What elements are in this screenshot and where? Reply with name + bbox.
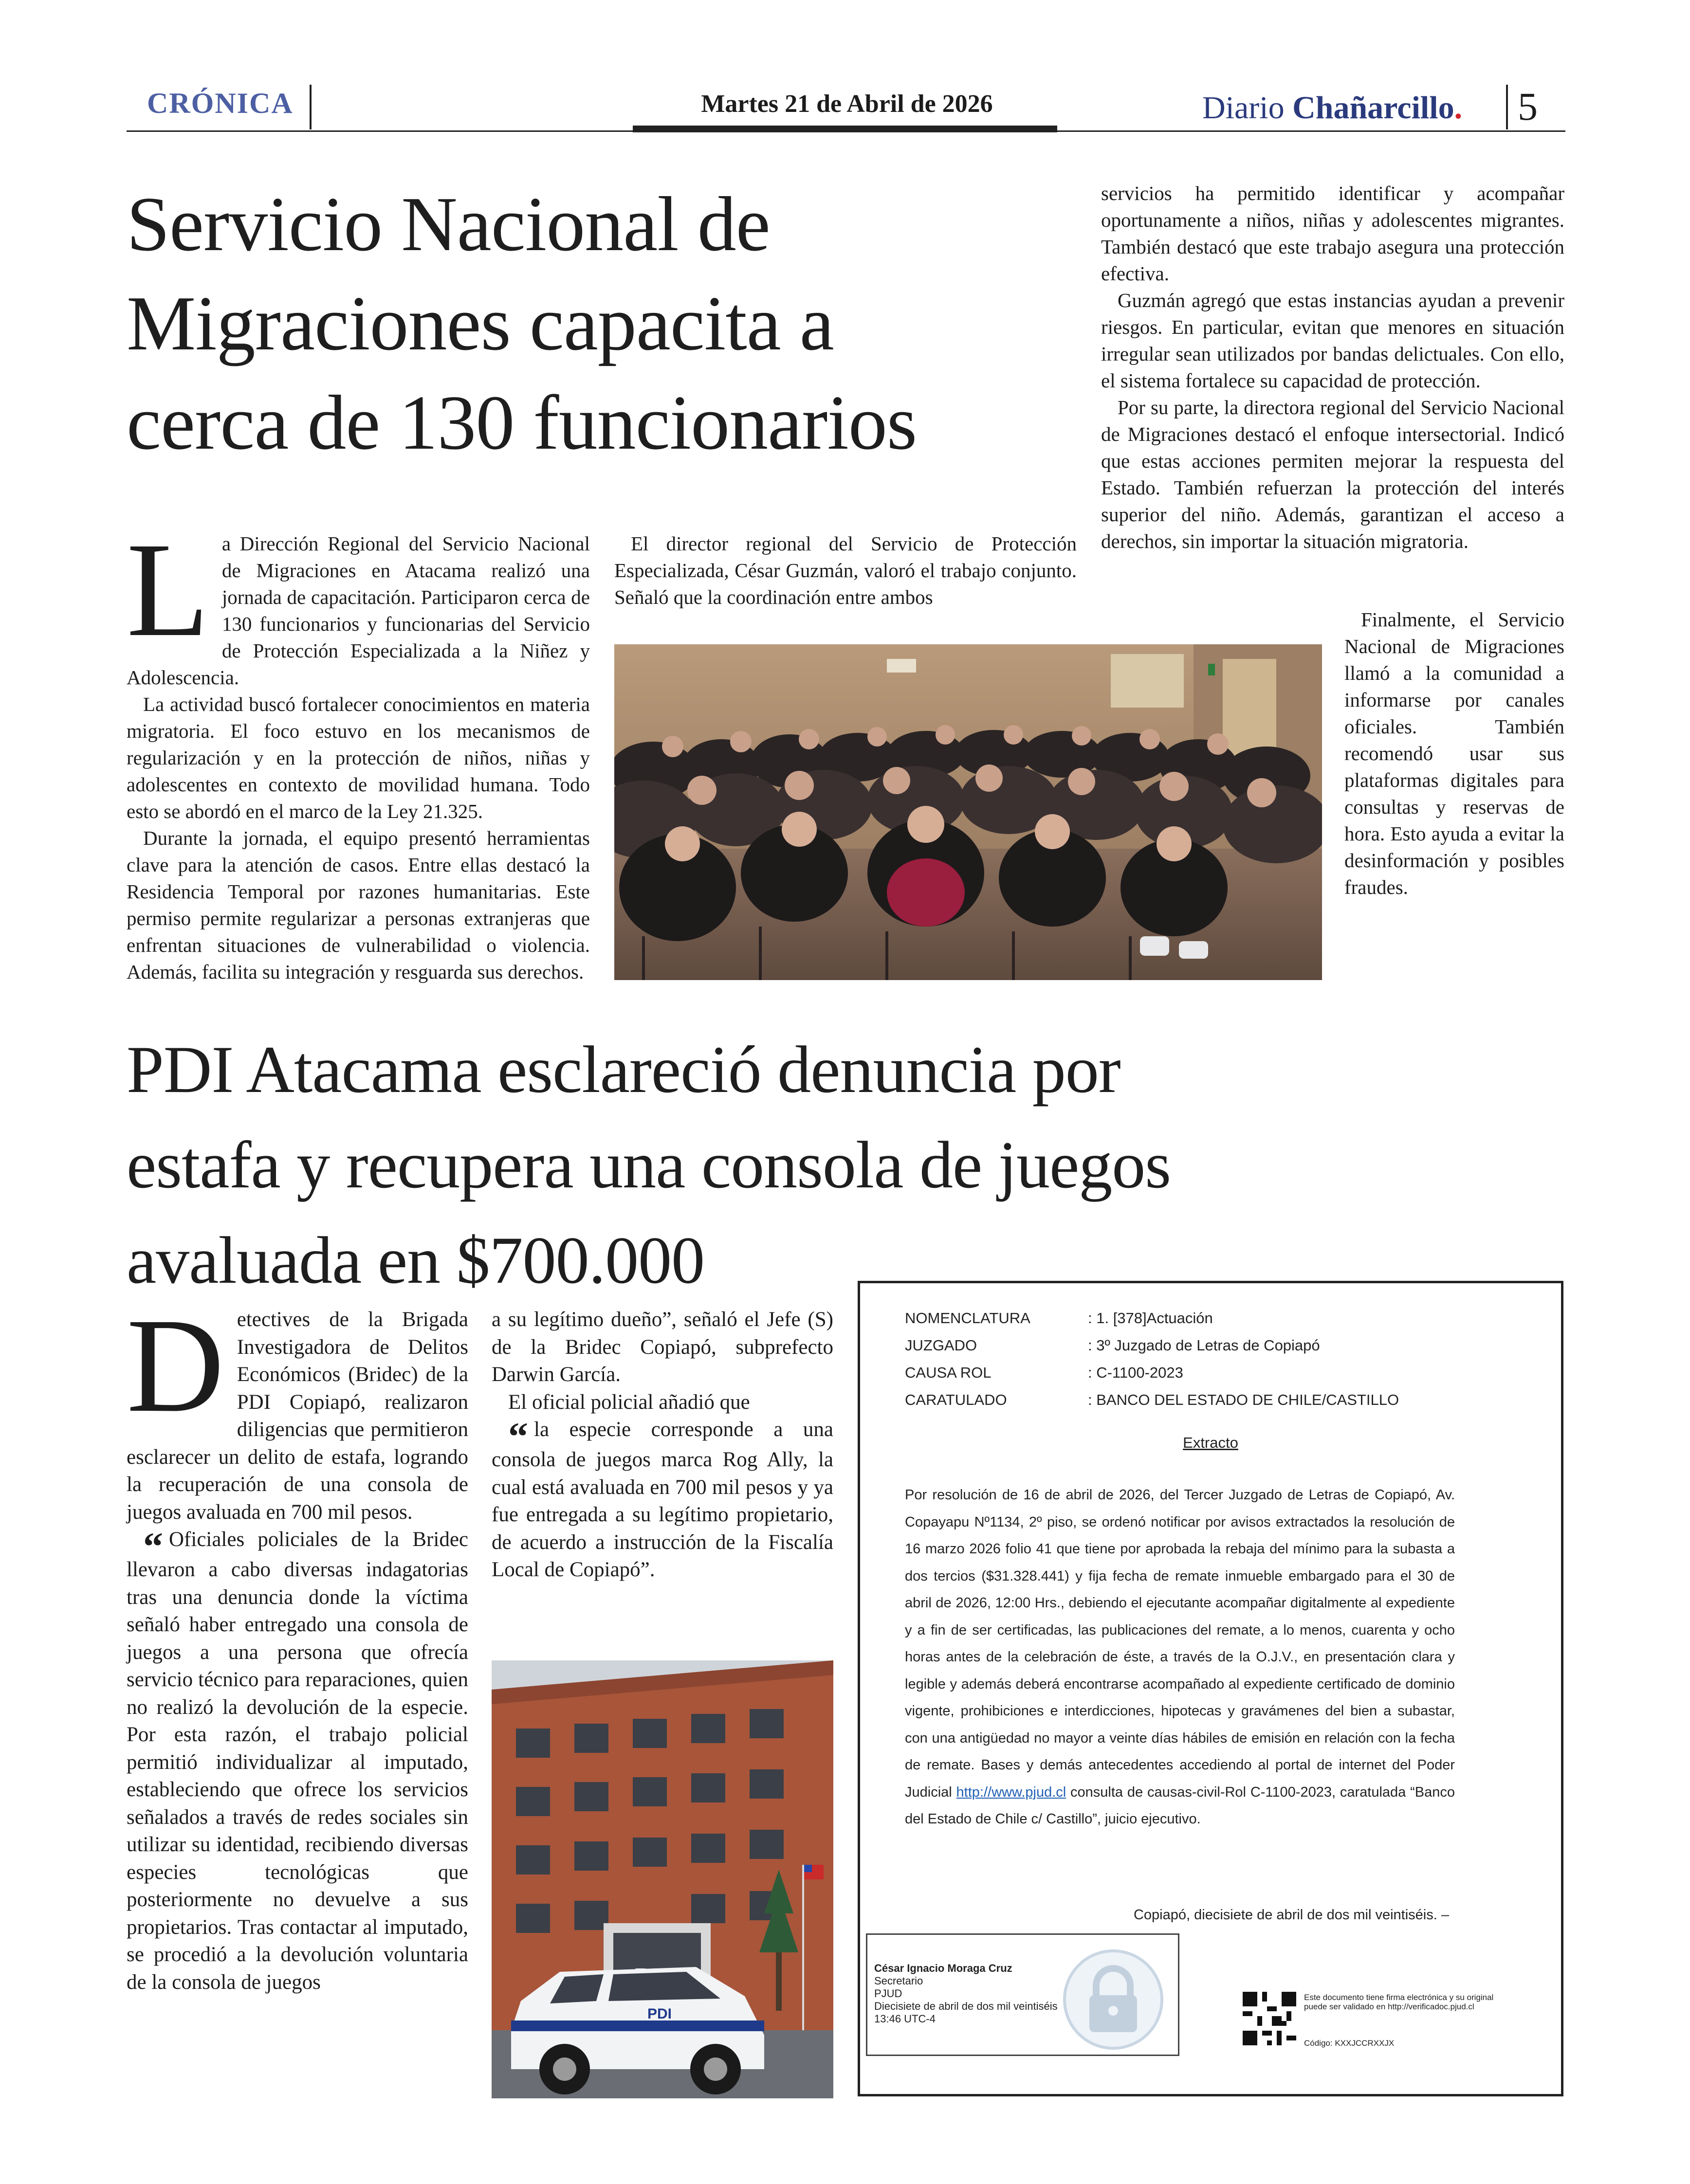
meta-row	[905, 1359, 1399, 1386]
pjud-link[interactable]: http://www.pjud.cl	[956, 1784, 1066, 1800]
header-rule-accent	[633, 126, 1057, 132]
quote-mark: “	[508, 1414, 528, 1458]
article1-paragraph: La Dirección Regional del Servicio Nacional de Migraciones en Atacama realizó una jornada de capacitación. Participaron cerca de 130 funcionarios y funcionarias del Servicio de Protección Especializada a la Niñez y Adolescencia.	[127, 515, 590, 689]
meta-row	[905, 1386, 1399, 1414]
section-name: CRÓNICA	[147, 87, 294, 119]
article1-paragraph: Guzmán agregó que estas instancias ayudan a prevenir riesgos. En particular, evitan que menores en situación irregular sean utilizados por bandas delictuales. Con ello, el sistema fortalece su capacidad de protección.	[1101, 289, 1564, 392]
quote-mark: “	[143, 1524, 163, 1568]
article1-paragraph: Finalmente, el Servicio Nacional de Migraciones llamó a la comunidad a informarse por canales oficiales. También recomendó usar sus plataformas digitales para consultas y reservas de hora. Esto ayuda a evitar la desinformación y posibles fraudes.	[1344, 608, 1564, 898]
drop-cap: L	[127, 515, 209, 665]
car-sign: PDI	[647, 2006, 672, 2022]
article1-headline	[127, 174, 1090, 472]
article1-column-2	[614, 530, 1077, 611]
electronic-signature-box	[866, 1933, 1179, 2056]
brand-name: Chañarcillo	[1292, 90, 1454, 126]
article2-column-1	[127, 1291, 468, 1996]
signer-role: Secretario	[874, 1975, 923, 1987]
verification-code: Código: KXXJCCRXXJX	[1304, 2038, 1395, 2048]
drop-cap: D	[127, 1291, 224, 1440]
signature-time: 13:46 UTC-4	[874, 2013, 936, 2025]
pdi-building-photo	[492, 1660, 833, 2098]
brand-prefix: Diario	[1202, 90, 1285, 126]
verification-block	[1243, 1992, 1515, 2060]
article2-column-2	[492, 1306, 833, 1584]
signer-org: PJUD	[874, 1987, 902, 2000]
legal-notice-box	[858, 1281, 1563, 2096]
signature-date: Diecisiete de abril de dos mil veintiséis	[874, 2000, 1058, 2012]
article1-paragraph: Durante la jornada, el equipo presentó herramientas clave para la atención de casos. Entre ellas destacó la Residencia Temporal por razones humanitarias. Este permiso permite regularizar a personas extranjeras que enfrentan situaciones de vulnerabilidad o violencia. Además, facilita su integración y resguarda sus derechos.	[127, 827, 590, 983]
meta-value: : 1. [378]Actuación	[1088, 1310, 1213, 1327]
newspaper-brand	[1202, 90, 1462, 127]
article1-paragraph: La actividad buscó fortalecer conocimientos en materia migratoria. El foco estuvo en los mecanismos de regularización y en la protección de niños, niñas y adolescentes en contexto de movilidad humana. Todo esto se abordó en el marco de la Ley 21.325.	[127, 693, 590, 822]
meta-key: CARATULADO	[905, 1391, 1007, 1408]
header-divider	[1506, 85, 1508, 129]
headline-line: PDI Atacama esclareció denuncia por	[127, 1032, 1121, 1107]
meta-value: : BANCO DEL ESTADO DE CHILE/CASTILLO	[1088, 1391, 1399, 1408]
headline-line: avaluada en $700.000	[127, 1223, 705, 1297]
issue-date: Martes 21 de Abril de 2026	[701, 90, 993, 118]
qr-code-icon	[1243, 1992, 1296, 2045]
signer-name: César Ignacio Moraga Cruz	[874, 1962, 1012, 1974]
header-divider	[310, 85, 312, 129]
building-illustration	[492, 1660, 833, 2098]
headline-line: Servicio Nacional de	[127, 181, 770, 267]
meta-key: CAUSA ROL	[905, 1364, 992, 1381]
headline-line: estafa y recupera una consola de juegos	[127, 1128, 1171, 1202]
lock-icon	[1062, 1948, 1164, 2051]
article2-paragraph: “ Oficiales policiales de la Bridec llevaron a cabo diversas indagatorias tras una denuncia donde la víctima señaló haber entregado una consola de juegos a una persona que ofrecía servicio técnico para reparaciones, quien no realizó la devolución de la especie. Por esta razón, el trabajo policial permitió individualizar al imputado, estableciendo que ofrece los servicios señalados a través de redes sociales sin utilizar su identidad, recibiendo diversas especies tecnológicas que posteriormente no devuelve a sus propietarios. Tras contactar al imputado, se procedió a la devolución voluntaria de la consola de juegos	[127, 1524, 468, 1994]
training-audience-photo	[614, 644, 1322, 980]
article1-column-1	[127, 515, 590, 985]
legal-closing: Copiapó, diecisiete de abril de dos mil veintiséis. –	[1133, 1907, 1449, 1923]
legal-title: Extracto	[1183, 1434, 1238, 1451]
page-number: 5	[1518, 84, 1538, 128]
article2-paragraph: Detectives de la Brigada Investigadora de Delitos Económicos (Bridec) de la PDI Copiapó, realizaron diligencias que permitieron esclarecer un delito de estafa, logrando la recuperación de una consola de juegos avaluada en 700 mil pesos.	[127, 1291, 468, 1524]
meta-row	[905, 1305, 1399, 1332]
headline-line: Migraciones capacita a	[127, 280, 834, 366]
article1-column-4	[1344, 606, 1564, 901]
brand-dot: .	[1454, 90, 1463, 126]
article2-paragraph: a su legítimo dueño”, señaló el Jefe (S) de la Bridec Copiapó, subprefecto Darwin García.	[492, 1308, 833, 1386]
article2-paragraph: El oficial policial añadió que	[508, 1390, 750, 1414]
meta-key: NOMENCLATURA	[905, 1310, 1030, 1327]
meta-value: : 3º Juzgado de Letras de Copiapó	[1088, 1337, 1320, 1354]
meta-row	[905, 1332, 1399, 1359]
verification-text: Este documento tiene firma electrónica y su original puede ser validado en http://verificadoc.pjud.cl	[1304, 1993, 1494, 2011]
headline-line: cerca de 130 funcionarios	[127, 379, 917, 466]
article1-paragraph: servicios ha permitido identificar y acompañar oportunamente a niños, niñas y adolescentes migrantes. También destacó que este trabajo asegura una protección efectiva.	[1101, 182, 1564, 285]
legal-body: Por resolución de 16 de abril de 2026, del Tercer Juzgado de Letras de Copiapó, Av. Copayapu Nº1134, 2º piso, se ordenó notificar por avisos extractados la resolución de 16 marzo 2026 folio 41 que tiene por aprobada la rebaja del mínimo para la subasta a dos tercios ($31.328.441) y fija fecha de remate inmueble embargado para el 30 de abril de 2026, 12:00 Hrs., debiendo el ejecutante acompañar digitalmente al expediente y a fin de ser certificadas, las publicaciones del remate, a lo menos, cuarenta y ocho horas antes de la celebración de éste, a través de la O.J.V., en presentación clara y legible y además deberá encontrarse acompañado al expediente certificado de dominio vigente, prohibiciones e interdicciones, hipotecas y gravámenes del bien a subastar, con una antigüedad no mayor a veinte días hábiles de emisión en relación con la fecha de remate. Bases y demás antecedentes accediendo al portal de internet del Poder Judicial http://www.pjud.cl consulta de causas-civil-Rol C-1100-2023, caratulada “Banco del Estado de Chile c/ Castillo”, juicio ejecutivo.	[905, 1487, 1455, 1827]
meta-key: JUZGADO	[905, 1337, 977, 1354]
legal-metadata	[905, 1305, 1399, 1414]
article1-paragraph: Por su parte, la directora regional del Servicio Nacional de Migraciones destacó el enfoque intersectorial. Indicó que estas acciones permiten mejorar la respuesta del Estado. También refuerzan la protección del interés superior del niño. Además, garantizan el acceso a derechos, sin importar la situación migratoria.	[1101, 396, 1564, 552]
meta-value: : C-1100-2023	[1088, 1364, 1183, 1381]
article1-column-3	[1101, 180, 1564, 555]
article2-paragraph: “ la especie corresponde a una consola de juegos marca Rog Ally, la cual está avaluada en 700 mil pesos y ya fue entregada a su legítimo propietario, de acuerdo a instrucción de la Fiscalía Local de Copiapó”.	[492, 1414, 833, 1581]
article2-headline	[127, 1022, 1538, 1308]
audience-illustration	[614, 644, 1322, 980]
article1-paragraph: El director regional del Servicio de Protección Especializada, César Guzmán, valoró el trabajo conjunto. Señaló que la coordinación entre ambos	[614, 532, 1077, 608]
